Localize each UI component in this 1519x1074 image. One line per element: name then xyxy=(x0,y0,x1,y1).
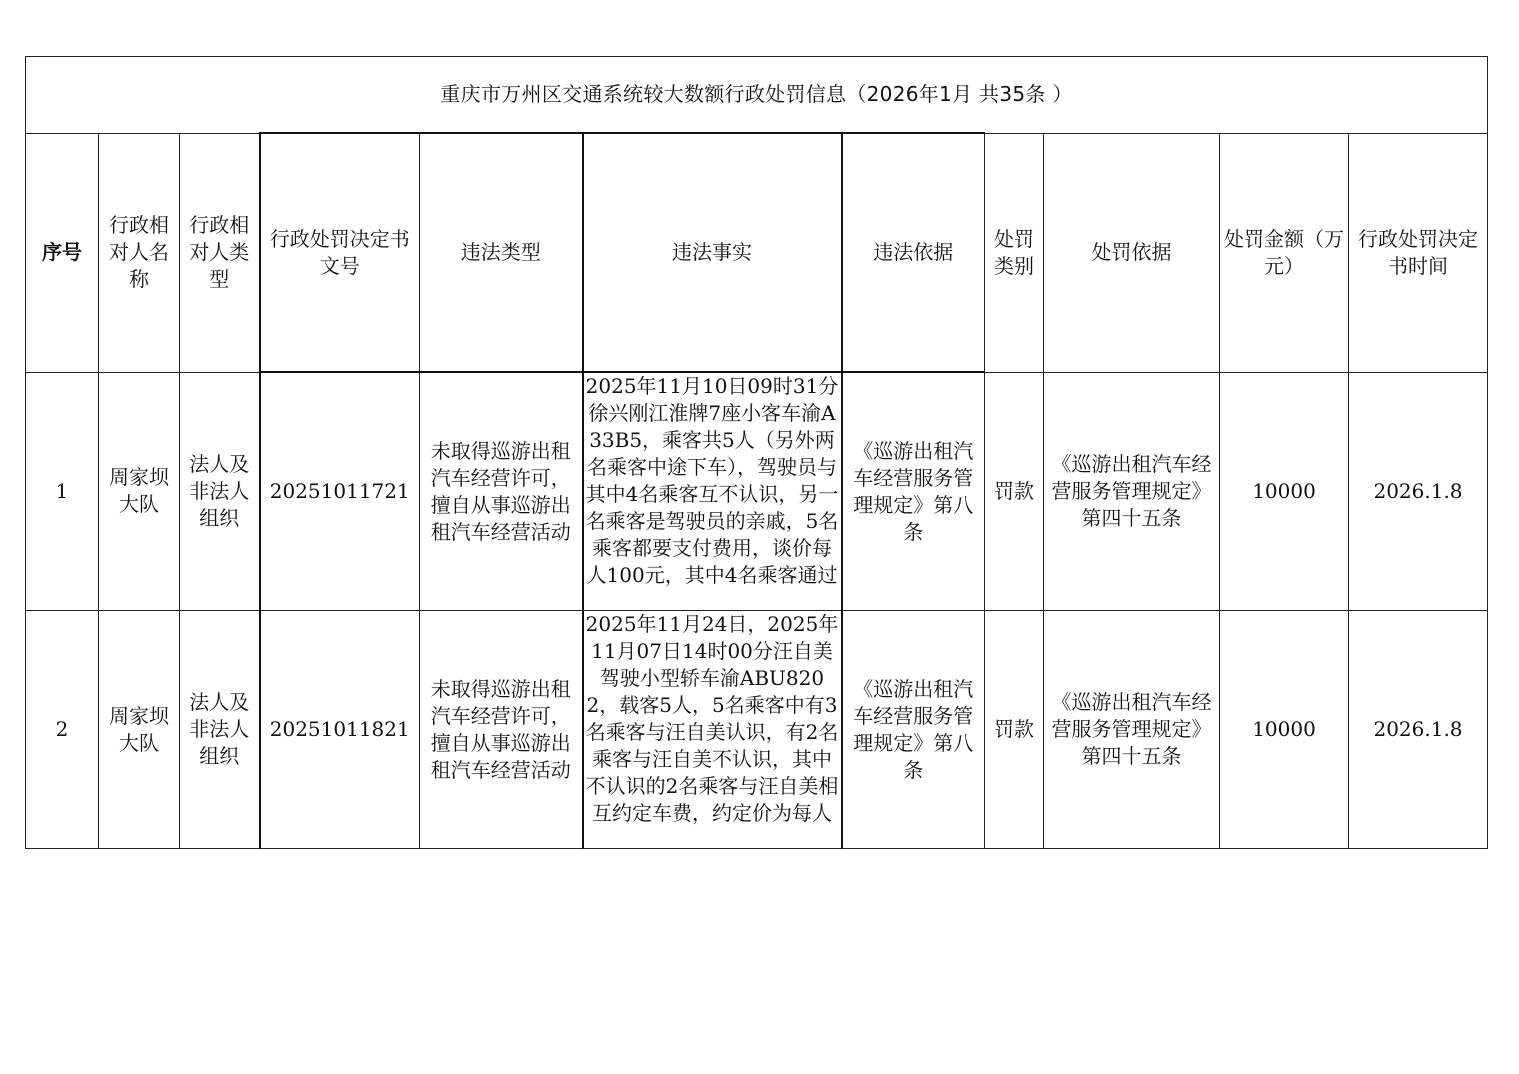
cell-amount: 10000 xyxy=(1220,611,1349,849)
violation-fact-text: 2025年11月24日，2025年11月07日14时00分汪自美驾驶小型轿车渝ABU8202，载客5人，5名乘客中有3名乘客与汪自美认识，有2名乘客与汪自美不认识，其中不认识的2名乘客与汪自美相互约定车费，约定价为每人 xyxy=(585,612,839,825)
header-party-name: 行政相对人名称 xyxy=(99,133,180,372)
cell-violation-fact xyxy=(583,372,842,611)
cell-party-name: 周家坝大队 xyxy=(99,372,180,611)
table-row xyxy=(26,611,1488,849)
cell-seq: 2 xyxy=(26,611,99,849)
cell-penalty-basis: 《巡游出租汽车经营服务管理规定》第四十五条 xyxy=(1044,611,1220,849)
header-doc-number: 行政处罚决定书文号 xyxy=(260,133,420,372)
cell-amount: 10000 xyxy=(1220,372,1349,611)
cell-penalty-category: 罚款 xyxy=(985,611,1044,849)
header-party-type: 行政相对人类型 xyxy=(180,133,260,372)
cell-seq: 1 xyxy=(26,372,99,611)
header-seq: 序号 xyxy=(26,133,99,372)
cell-violation-fact xyxy=(583,611,842,849)
header-violation-basis: 违法依据 xyxy=(842,133,985,372)
header-amount: 处罚金额（万元） xyxy=(1220,133,1349,372)
header-decision-date: 行政处罚决定书时间 xyxy=(1349,133,1488,372)
cell-violation-type: 未取得巡游出租汽车经营许可，擅自从事巡游出租汽车经营活动 xyxy=(420,611,583,849)
cell-party-type: 法人及非法人组织 xyxy=(180,611,260,849)
cell-penalty-basis: 《巡游出租汽车经营服务管理规定》第四十五条 xyxy=(1044,372,1220,611)
cell-party-name: 周家坝大队 xyxy=(99,611,180,849)
table-title: 重庆市万州区交通系统较大数额行政处罚信息（2026年1月 共35条 ） xyxy=(26,57,1488,134)
table-row xyxy=(26,372,1488,611)
violation-fact-text: 2025年11月10日09时31分徐兴刚江淮牌7座小客车渝A33B5，乘客共5人（另外两名乘客中途下车），驾驶员与其中4名乘客互不认识，另一名乘客是驾驶员的亲戚，5名乘客都要支付费用，谈价每人100元，其中4名乘客通过 xyxy=(585,374,839,587)
cell-penalty-category: 罚款 xyxy=(985,372,1044,611)
cell-party-type: 法人及非法人组织 xyxy=(180,372,260,611)
cell-doc-number: 20251011721 xyxy=(260,372,420,611)
cell-violation-type: 未取得巡游出租汽车经营许可，擅自从事巡游出租汽车经营活动 xyxy=(420,372,583,611)
header-penalty-category: 处罚类别 xyxy=(985,133,1044,372)
header-violation-fact: 违法事实 xyxy=(583,133,842,372)
header-violation-type: 违法类型 xyxy=(420,133,583,372)
header-penalty-basis: 处罚依据 xyxy=(1044,133,1220,372)
cell-violation-basis: 《巡游出租汽车经营服务管理规定》第八条 xyxy=(842,372,985,611)
penalty-table xyxy=(25,56,1488,849)
cell-decision-date: 2026.1.8 xyxy=(1349,611,1488,849)
cell-violation-basis: 《巡游出租汽车经营服务管理规定》第八条 xyxy=(842,611,985,849)
cell-doc-number: 20251011821 xyxy=(260,611,420,849)
header-row xyxy=(26,133,1488,372)
cell-decision-date: 2026.1.8 xyxy=(1349,372,1488,611)
